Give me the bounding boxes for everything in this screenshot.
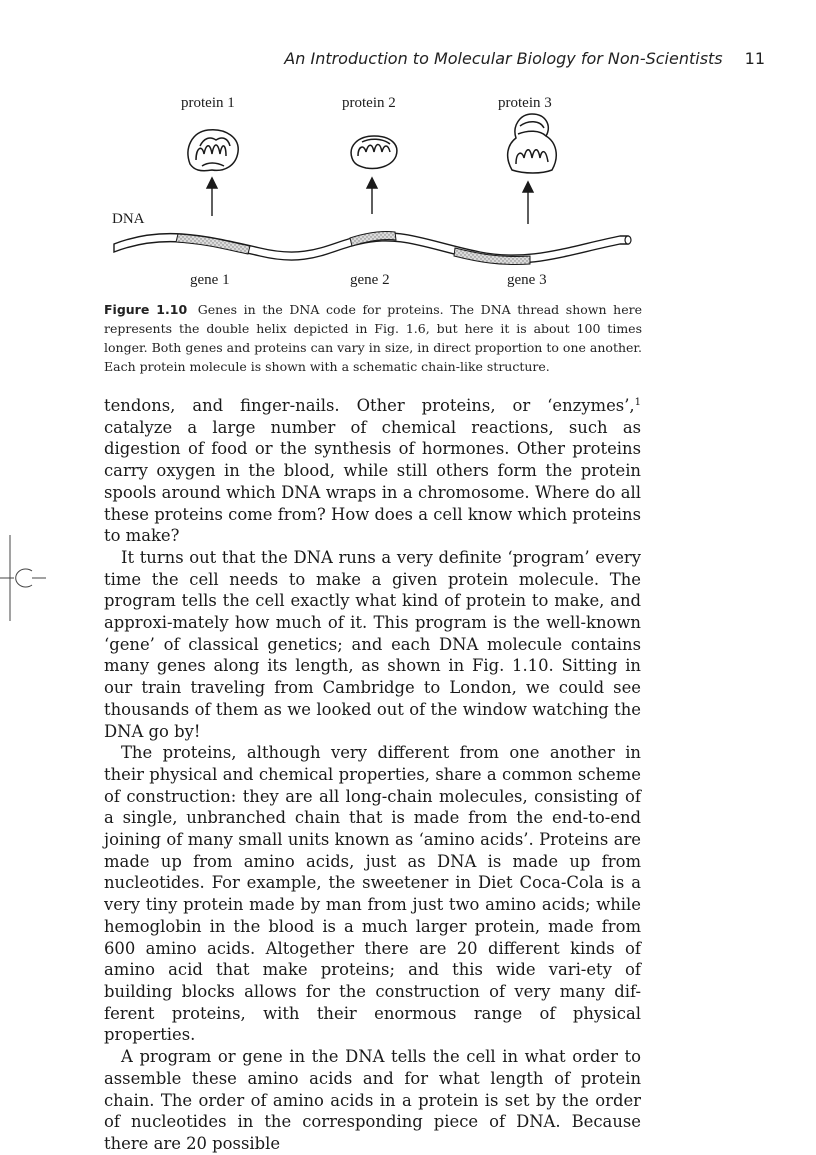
paragraph-1-start: tendons, and finger-nails. Other proteins, or ‘enzymes’, xyxy=(104,396,635,415)
paragraph-3: The proteins, although very different from one another in their physical and chemical properties, share a common scheme of construction: they are all long-chain molecules, consisting of a single, unbranched chain that is made from the end-to-end joining of many small units known as ‘amino acids’. Proteins are made up from amino acids, just as DNA is made up from nucleotides. For example, the sweetener in Diet Coca-Cola is a very tiny protein made by man from just two amino acids; while hemoglobin in the blood is a much larger protein, made from 600 amino acids. Altogether there are 20 different kinds of amino acid that make proteins; and this wide vari-ety of building blocks allows for the construction of very many dif-ferent proteins, with their enormous range of physical properties. xyxy=(104,743,641,1045)
protein-3-structure xyxy=(508,114,557,173)
caption-text: Genes in the DNA code for proteins. The DNA thread shown here represents the double helix depicted in Fig. 1.6, but here it is about 100 times longer. Both genes and proteins can vary in size, in direct proportion to one another. Each protein molecule is shown with a schematic chain-like structure. xyxy=(104,302,642,374)
arrow-gene-2 xyxy=(367,178,377,214)
arrow-gene-3 xyxy=(523,182,533,224)
paragraph-2: It turns out that the DNA runs a very definite ‘program’ every time the cell needs to make a given protein molecule. The program tells the cell exactly what kind of protein to make, and approxi-mately how much of it. This program is the well-known ‘gene’ of classical genetics; and each DNA molecule contains many genes along its length, as shown in Fig. 1.10. Sitting in our train traveling from Cambridge to London, we could see thousands of them as we looked out of the window watching the DNA go by! xyxy=(104,547,641,741)
crop-mark-icon xyxy=(0,535,46,625)
body-text xyxy=(104,395,641,1155)
protein-3-label: protein 3 xyxy=(498,95,552,111)
gene-1-segment xyxy=(176,234,250,254)
dna-end-cap xyxy=(625,236,631,244)
protein-1-structure xyxy=(188,130,238,171)
page-number: 11 xyxy=(744,49,765,68)
protein-1-label: protein 1 xyxy=(181,95,235,111)
figure-caption xyxy=(104,300,642,376)
running-header xyxy=(100,49,765,68)
arrow-gene-1 xyxy=(207,178,217,216)
gene-2-label: gene 2 xyxy=(350,272,390,288)
dna-gene-protein-diagram xyxy=(100,86,640,298)
paragraph-4: A program or gene in the DNA tells the cell in what order to assemble these amino acids and for what length of protein chain. The order of amino acids in a protein is set by the order of nucleotides in the corresponding piece of DNA. Because there are 20 possible xyxy=(104,1047,641,1153)
protein-2-label: protein 2 xyxy=(342,95,396,111)
running-title: An Introduction to Molecular Biology for Non-Scientists xyxy=(284,49,723,68)
gene-1-label: gene 1 xyxy=(190,272,230,288)
paragraph-1-end: catalyze a large number of chemical reactions, such as digestion of food or the synthesis of hormones. Other proteins carry oxygen in the blood, while still others form the protein spools around which DNA wraps in a chromosome. Where do all these proteins come from? How does a cell know which proteins to make? xyxy=(104,417,641,546)
gene-2-segment xyxy=(350,231,396,246)
gene-3-segment xyxy=(454,248,530,265)
gene-3-label: gene 3 xyxy=(507,272,547,288)
footnote-ref: 1 xyxy=(634,397,641,408)
figure-1-10 xyxy=(100,86,640,298)
protein-2-structure xyxy=(351,136,397,169)
paragraph-1 xyxy=(104,395,641,547)
figure-label: Figure 1.10 xyxy=(104,302,188,317)
dna-label: DNA xyxy=(112,211,145,227)
